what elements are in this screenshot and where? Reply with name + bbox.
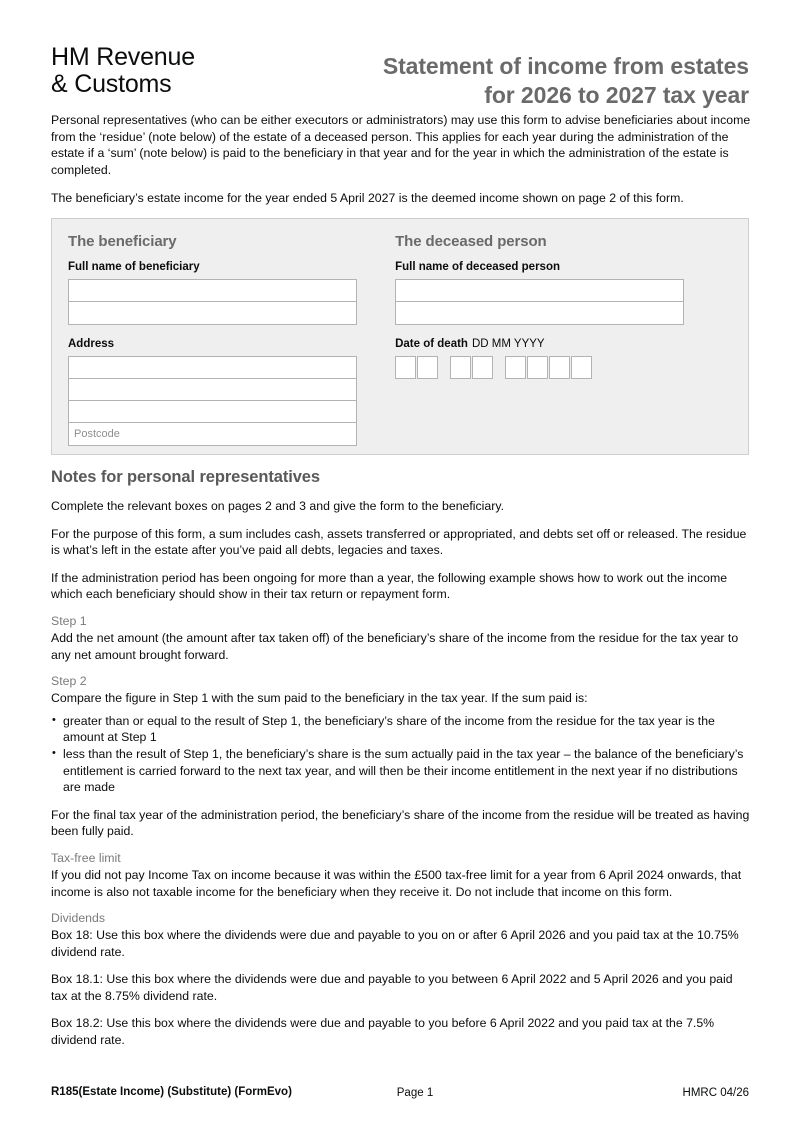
beneficiary-address-label: Address [68, 338, 115, 350]
tax-free-limit-label: Tax-free limit [51, 850, 121, 865]
notes-heading: Notes for personal representatives [51, 468, 320, 486]
intro-paragraph-2: The beneficiary’s estate income for the year ended 5 April 2027 is the deemed income shown on page 2 of this form. [51, 191, 684, 206]
beneficiary-section-title: The beneficiary [68, 233, 177, 250]
footer-revision: HMRC 04/26 [682, 1087, 749, 1099]
footer-form-code: R185(Estate Income) (Substitute) (FormEvo) [51, 1086, 292, 1098]
date-of-death-month-box-1[interactable] [450, 356, 471, 379]
deceased-name-input-line2[interactable] [396, 302, 683, 324]
intro-section [51, 112, 751, 219]
beneficiary-postcode-placeholder: Postcode [74, 428, 120, 440]
beneficiary-address-input-line3[interactable] [69, 401, 356, 423]
date-of-death-day-box-1[interactable] [395, 356, 416, 379]
dividends-box-18-1-text: Box 18.1: Use this box where the dividends were due and payable to you between 6 April 2022 and 5 April 2026 and you paid tax at the 8.75% dividend rate. [51, 972, 733, 1003]
deceased-name-label: Full name of deceased person [395, 261, 560, 273]
date-of-death-day-box-2[interactable] [417, 356, 438, 379]
step2-label: Step 2 [51, 674, 87, 689]
beneficiary-name-input-line2[interactable] [69, 302, 356, 324]
beneficiary-name-input-line1[interactable] [69, 280, 356, 302]
notes-section [51, 468, 751, 1060]
step1-label: Step 1 [51, 613, 87, 628]
date-of-death-year-box-4[interactable] [571, 356, 592, 379]
date-of-death-month-box-2[interactable] [472, 356, 493, 379]
step1-text: Add the net amount (the amount after tax taken off) of the beneficiary’s share of the income from the residue for the tax year to any net amount brought forward. [51, 630, 739, 662]
beneficiary-address-input-line2[interactable] [69, 379, 356, 401]
date-of-death-format-hint: DD MM YYYY [471, 338, 545, 350]
date-of-death-year-box-3[interactable] [549, 356, 570, 379]
dividends-box-18-2-text: Box 18.2: Use this box where the dividends were due and payable to you before 6 April 2022 and you paid tax at the 7.5% dividend rate. [51, 1016, 715, 1048]
step2-bullet-list [51, 713, 751, 796]
footer-page-number: Page 1 [396, 1087, 434, 1099]
beneficiary-name-label: Full name of beneficiary [68, 261, 200, 273]
dividends-label: Dividends [51, 911, 105, 926]
notes-example-intro: If the administration period has been ongoing for more than a year, the following example shows how to work out the income which each beneficiary should show in their tax return or repayment form. [51, 570, 728, 602]
page-header [51, 44, 749, 106]
hmrc-logo-line1: HM Revenue [51, 43, 195, 71]
person-details-panel [51, 218, 749, 455]
hmrc-logo-line2: & Customs [51, 70, 172, 98]
tax-free-limit-text: If you did not pay Income Tax on income because it was within the £500 tax-free limit for a year from 6 April 2024 onwards, that income is also not taxable income for the beneficiary when they receive it. Do not include that income on this form. [51, 867, 742, 899]
beneficiary-postcode-input[interactable] [69, 423, 356, 445]
deceased-name-input-line1[interactable] [396, 280, 683, 302]
notes-definition: For the purpose of this form, a sum includes cash, assets transferred or appropriated, and debts set off or released. The residue is what’s left in the estate after you’ve paid all debts, legacies and taxes. [51, 526, 747, 558]
beneficiary-section [52, 219, 379, 454]
date-of-death-year-box-1[interactable] [505, 356, 526, 379]
deceased-section-title: The deceased person [395, 233, 547, 250]
date-of-death-year-box-2[interactable] [527, 356, 548, 379]
date-of-death-label [395, 338, 732, 350]
date-of-death-label-text: Date of death [395, 338, 468, 350]
page-footer [51, 1086, 749, 1102]
final-year-text: For the final tax year of the administration period, the beneficiary’s share of the income from the residue will be treated as having been fully paid. [51, 807, 750, 839]
intro-paragraph-1: Personal representatives (who can be either executors or administrators) may use this form to advise beneficiaries about income from the ‘residue’ (note below) of the estate of a deceased person. This applies for each year during the administration of the estate if a ‘sum’ (note below) is paid to the beneficiary in that year and for the year in which the administration of the estate is completed. [51, 113, 751, 177]
beneficiary-name-input-group[interactable] [68, 279, 357, 325]
notes-intro-line: Complete the relevant boxes on pages 2 and 3 and give the form to the beneficiary. [51, 499, 504, 513]
step2-text: Compare the figure in Step 1 with the sum paid to the beneficiary in the tax year. If the sum paid is: [51, 691, 588, 706]
step2-bullet-item-2: • less than the result of Step 1, the beneficiary’s share is the sum actually paid in the tax year – the balance of the beneficiary’s entitlement is carried forward to the next tax year, and will then be their income entitlement in the next year if no distributions are made [51, 746, 751, 796]
dividends-box-18-text: Box 18: Use this box where the dividends were due and payable to you on or after 6 April 2026 and you paid tax at the 10.75% dividend rate. [51, 928, 739, 959]
beneficiary-address-input-line1[interactable] [69, 357, 356, 379]
page-title-line1: Statement of income from estates [382, 53, 749, 79]
deceased-section [379, 219, 748, 454]
page-title [229, 52, 749, 110]
page-title-line2: for 2026 to 2027 tax year [484, 82, 749, 108]
date-of-death-input-group[interactable] [395, 356, 732, 379]
step2-bullet-item-1: • greater than or equal to the result of Step 1, the beneficiary’s share of the income from the residue for the tax year is the amount at Step 1 [51, 713, 751, 746]
hmrc-logo [51, 44, 195, 98]
deceased-name-input-group[interactable] [395, 279, 684, 325]
beneficiary-address-input-group[interactable] [68, 356, 357, 446]
